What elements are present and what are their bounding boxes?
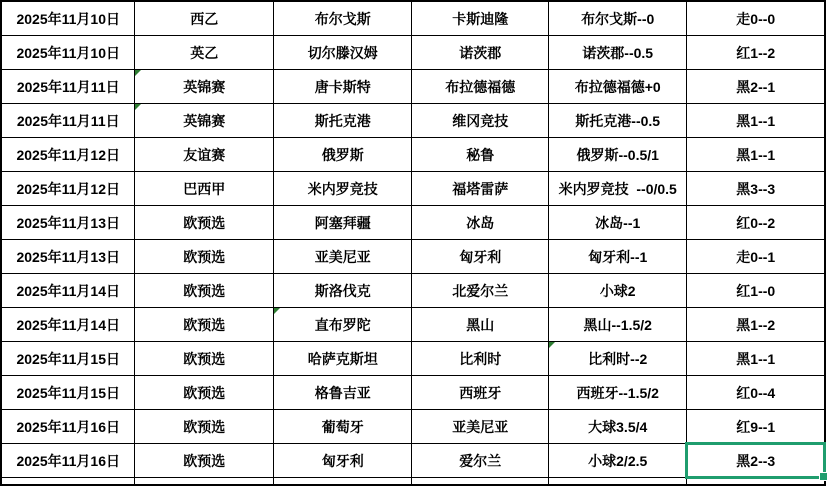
cell-away[interactable]: 冰岛 [412, 206, 548, 240]
cell-home[interactable]: 俄罗斯 [273, 138, 412, 172]
cell-result[interactable]: 走0--1 [687, 240, 825, 274]
selection-border [685, 442, 826, 479]
table-row [1, 172, 825, 206]
error-indicator-triangle-icon [135, 104, 141, 110]
cell-result[interactable]: 黑1--1 [687, 104, 825, 138]
cell-away[interactable]: 秘鲁 [412, 138, 548, 172]
cell-date[interactable]: 2025年11月10日 [1, 36, 135, 70]
cell-away[interactable]: 西班牙 [412, 376, 548, 410]
cell-league[interactable]: 英乙 [135, 36, 274, 70]
table-row [1, 206, 825, 240]
cell-handicap[interactable]: 匈牙利--1 [548, 240, 687, 274]
cell-result[interactable]: 黑3--3 [687, 172, 825, 206]
cell-home[interactable]: 斯托克港 [273, 104, 412, 138]
cell-league[interactable]: 欧预选 [135, 206, 274, 240]
cell-date[interactable]: 2025年11月15日 [1, 376, 135, 410]
cell-date[interactable]: 2025年11月16日 [1, 410, 135, 444]
cell-handicap[interactable]: 黑山--1.5/2 [548, 308, 687, 342]
cell-home[interactable]: 匈牙利 [273, 444, 412, 478]
cell-date[interactable]: 2025年11月10日 [1, 1, 135, 36]
cell-handicap[interactable]: 布拉德福德+0 [548, 70, 687, 104]
cell-league[interactable]: 欧预选 [135, 274, 274, 308]
error-indicator-triangle-icon [135, 70, 141, 76]
cell-date[interactable]: 2025年11月11日 [1, 70, 135, 104]
table-row [1, 376, 825, 410]
bottom-partial-row [1, 478, 825, 486]
cell-away[interactable]: 匈牙利 [412, 240, 548, 274]
cell-handicap[interactable]: 诺茨郡--0.5 [548, 36, 687, 70]
cell-league[interactable]: 欧预选 [135, 240, 274, 274]
table-row [1, 70, 825, 104]
table-row [1, 410, 825, 444]
cell-result[interactable]: 黑1--1 [687, 138, 825, 172]
cell-away[interactable]: 卡斯迪隆 [412, 1, 548, 36]
empty-cell[interactable] [548, 478, 687, 486]
table-row [1, 138, 825, 172]
cell-result[interactable]: 黑1--1 [687, 342, 825, 376]
cell-date[interactable]: 2025年11月11日 [1, 104, 135, 138]
cell-date[interactable]: 2025年11月12日 [1, 172, 135, 206]
error-indicator-triangle-icon [549, 342, 555, 348]
cell-away[interactable]: 北爱尔兰 [412, 274, 548, 308]
cell-home[interactable]: 唐卡斯特 [273, 70, 412, 104]
cell-away[interactable]: 诺茨郡 [412, 36, 548, 70]
cell-league[interactable]: 欧预选 [135, 444, 274, 478]
cell-league[interactable]: 欧预选 [135, 376, 274, 410]
error-indicator-triangle-icon [274, 308, 280, 314]
cell-result[interactable]: 走0--0 [687, 1, 825, 36]
cell-result[interactable]: 红1--2 [687, 36, 825, 70]
cell-league[interactable]: 英锦赛 [135, 104, 274, 138]
table-row [1, 1, 825, 36]
cell-home[interactable]: 阿塞拜疆 [273, 206, 412, 240]
cell-home[interactable]: 斯洛伐克 [273, 274, 412, 308]
cell-league[interactable]: 欧预选 [135, 308, 274, 342]
cell-league[interactable]: 西乙 [135, 1, 274, 36]
table-row [1, 36, 825, 70]
cell-home[interactable]: 葡萄牙 [273, 410, 412, 444]
table-row [1, 240, 825, 274]
table-row [1, 274, 825, 308]
cell-away[interactable]: 维冈竞技 [412, 104, 548, 138]
selected-cell[interactable]: 黑2--3 [687, 444, 825, 478]
cell-league[interactable]: 欧预选 [135, 342, 274, 376]
cell-away[interactable]: 福塔雷萨 [412, 172, 548, 206]
empty-cell[interactable] [135, 478, 274, 486]
cell-home[interactable]: 直布罗陀 [273, 308, 412, 342]
cell-away[interactable]: 爱尔兰 [412, 444, 548, 478]
empty-cell[interactable] [1, 478, 135, 486]
cell-away[interactable]: 布拉德福德 [412, 70, 548, 104]
cell-handicap[interactable]: 冰岛--1 [548, 206, 687, 240]
cell-league[interactable]: 巴西甲 [135, 172, 274, 206]
empty-cell[interactable] [687, 478, 825, 486]
cell-handicap[interactable]: 米内罗竞技 --0/0.5 [548, 172, 687, 206]
cell-date[interactable]: 2025年11月12日 [1, 138, 135, 172]
cell-handicap[interactable]: 俄罗斯--0.5/1 [548, 138, 687, 172]
cell-result[interactable]: 红0--4 [687, 376, 825, 410]
cell-handicap[interactable]: 比利时--2 [548, 342, 687, 376]
cell-handicap[interactable]: 大球3.5/4 [548, 410, 687, 444]
table-row [1, 444, 825, 478]
cell-date[interactable]: 2025年11月13日 [1, 206, 135, 240]
matches-table-body [1, 1, 825, 485]
cell-league[interactable]: 英锦赛 [135, 70, 274, 104]
cell-date[interactable]: 2025年11月13日 [1, 240, 135, 274]
cell-handicap[interactable]: 布尔戈斯--0 [548, 1, 687, 36]
cell-date[interactable]: 2025年11月16日 [1, 444, 135, 478]
cell-result[interactable]: 黑1--2 [687, 308, 825, 342]
cell-home[interactable]: 格鲁吉亚 [273, 376, 412, 410]
cell-handicap[interactable]: 小球2 [548, 274, 687, 308]
cell-handicap[interactable]: 西班牙--1.5/2 [548, 376, 687, 410]
cell-away[interactable]: 黑山 [412, 308, 548, 342]
cell-away[interactable]: 比利时 [412, 342, 548, 376]
cell-date[interactable]: 2025年11月15日 [1, 342, 135, 376]
cell-home[interactable]: 切尔滕汉姆 [273, 36, 412, 70]
empty-cell[interactable] [412, 478, 548, 486]
cell-home[interactable]: 布尔戈斯 [273, 1, 412, 36]
cell-away[interactable]: 亚美尼亚 [412, 410, 548, 444]
cell-home[interactable]: 米内罗竞技 [273, 172, 412, 206]
cell-result[interactable]: 红1--0 [687, 274, 825, 308]
cell-handicap[interactable]: 斯托克港--0.5 [548, 104, 687, 138]
table-row [1, 308, 825, 342]
cell-date[interactable]: 2025年11月14日 [1, 308, 135, 342]
cell-result[interactable]: 红0--2 [687, 206, 825, 240]
cell-date[interactable]: 2025年11月14日 [1, 274, 135, 308]
cell-result[interactable]: 红9--1 [687, 410, 825, 444]
cell-home[interactable]: 亚美尼亚 [273, 240, 412, 274]
cell-league[interactable]: 友谊赛 [135, 138, 274, 172]
cell-home[interactable]: 哈萨克斯坦 [273, 342, 412, 376]
table-row [1, 342, 825, 376]
cell-result[interactable]: 黑2--1 [687, 70, 825, 104]
cell-league[interactable]: 欧预选 [135, 410, 274, 444]
empty-cell[interactable] [273, 478, 412, 486]
table-row [1, 104, 825, 138]
cell-handicap[interactable]: 小球2/2.5 [548, 444, 687, 478]
